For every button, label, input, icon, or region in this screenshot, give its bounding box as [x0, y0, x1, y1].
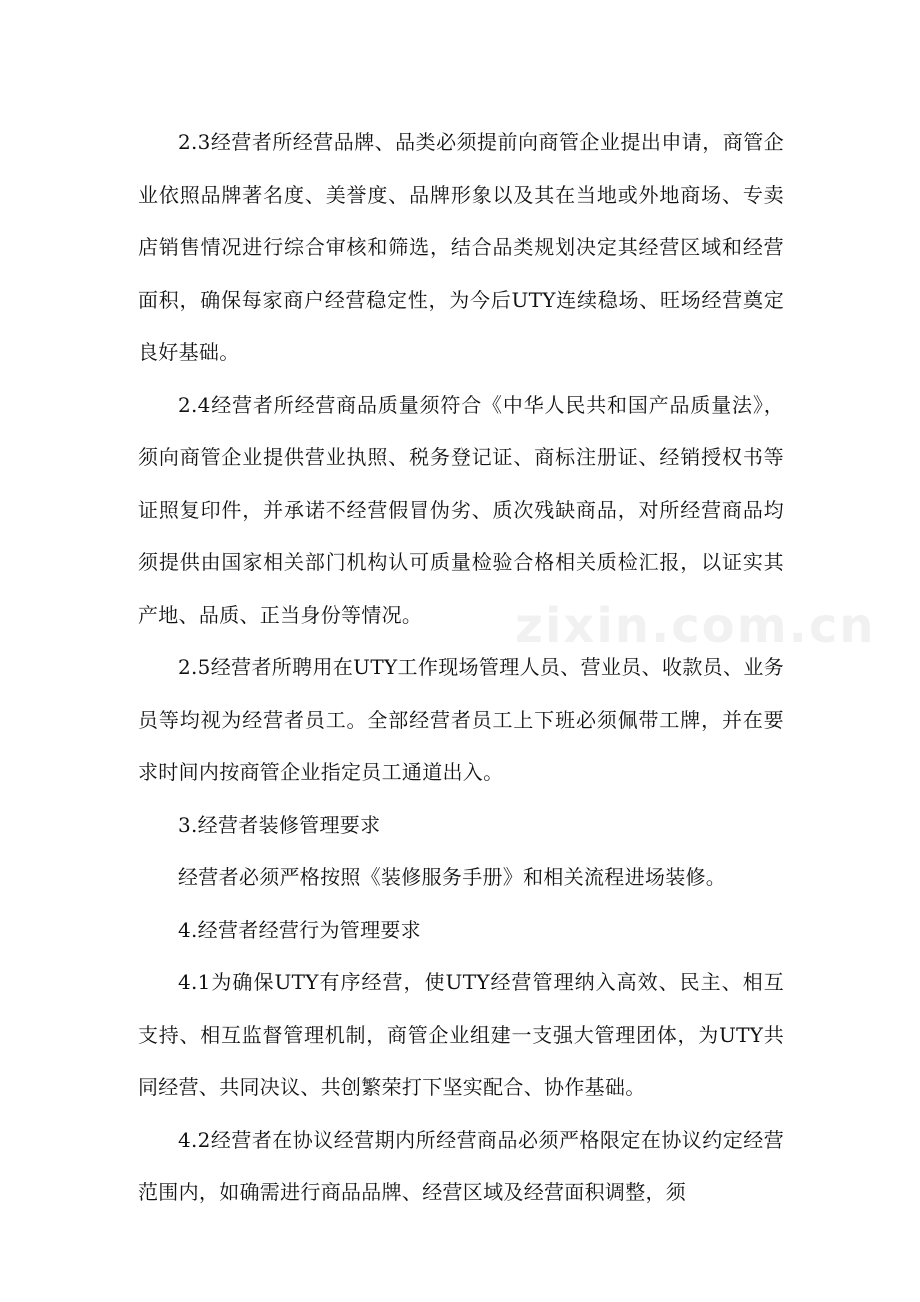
paragraph-3-body: 经营者必须严格按照《装修服务手册》和相关流程进场装修。: [178, 865, 727, 889]
paragraph-4-2: 4.2经营者在协议经营期内所经营商品必须严格限定在协议约定经营范围内，如确需进行商品品牌、经营区域及经营面积调整，须: [138, 1127, 784, 1204]
section-heading-3: 3.经营者装修管理要求: [178, 812, 381, 837]
document-body: [138, 116, 784, 1219]
watermark: zixin.com.cn: [515, 598, 876, 654]
paragraph-4-1: 4.1为确保UTY有序经营，使UTY经营管理纳入高效、民主、相互支持、相互监督管理机制，商管企业组建一支强大管理团体，为UTY共同经营、共同决议、共创繁荣打下坚实配合、协作基础。: [138, 970, 784, 1099]
paragraph-2-3: 2.3经营者所经营品牌、品类必须提前向商管企业提出申请，商管企业依照品牌著名度、美誉度、品牌形象以及其在当地或外地商场、专卖店销售情况进行综合审核和筛选，结合品类规划决定其经营区域和经营面积，确保每家商户经营稳定性，为今后UTY连续稳场、旺场经营奠定良好基础。: [138, 130, 784, 364]
paragraph-2-4: 2.4经营者所经营商品质量须符合《中华人民共和国产品质量法》，须向商管企业提供营业执照、税务登记证、商标注册证、经销授权书等证照复印件，并承诺不经营假冒伪劣、质次残缺商品，对所经营商品均须提供由国家相关部门机构认可质量检验合格相关质检汇报，以证实其产地、品质、正当身份等情况。: [138, 392, 784, 627]
paragraph-2-5: 2.5经营者所聘用在UTY工作现场管理人员、营业员、收款员、业务员等均视为经营者员工。全部经营者员工上下班必须佩带工牌，并在要求时间内按商管企业指定员工通道出入。: [138, 655, 784, 784]
section-heading-4: 4.经营者经营行为管理要求: [178, 917, 421, 942]
